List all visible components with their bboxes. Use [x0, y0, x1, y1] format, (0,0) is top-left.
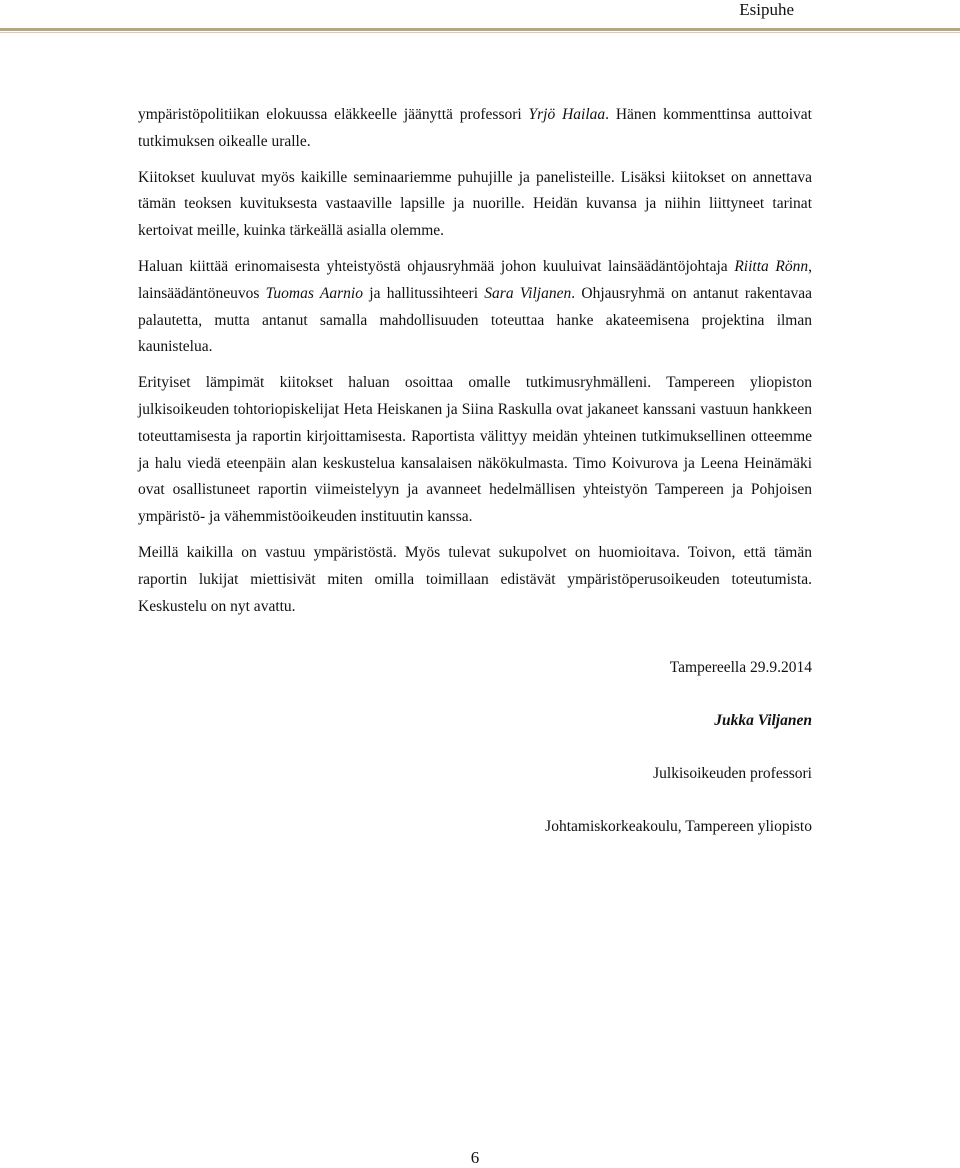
paragraph-3-text-c: ja hallitussihteeri: [362, 284, 485, 302]
signatory-name: Jukka Viljanen: [714, 712, 812, 729]
paragraph-1: [138, 102, 812, 156]
person-name-sara-viljanen: Sara Viljanen: [484, 284, 572, 302]
paragraph-3-text-d: . Ohjausryhmä on antanut rakentavaa palautetta, mutta antanut samalla mahdollisuuden toteuttaa hanke akateemisena projektina ilman kaunistelua.: [138, 284, 812, 356]
paragraph-3-text-a: Haluan kiittää erinomaisesta yhteistyöstä ohjausryhmää johon kuuluivat lainsäädäntöjohtaja: [138, 257, 735, 275]
paragraph-1-text-rest: . Hänen kommenttinsa auttoivat tutkimuksen oikealle uralle.: [138, 106, 812, 150]
running-header: [0, 0, 960, 32]
signatory-title: Julkisoikeuden professori: [653, 765, 812, 782]
place-date: Tampereella 29.9.2014: [669, 659, 812, 676]
signatory-affiliation: Johtamiskorkeakoulu, Tampereen yliopisto: [545, 818, 812, 835]
paragraph-4: Erityiset lämpimät kiitokset haluan osoittaa omalle tutkimusryhmälleni. Tampereen yliopiston julkisoikeuden tohtoriopiskelijat Heta Heiskanen ja Siina Raskulla ovat jakaneet kanssani vastuun hankkeen toteuttamisesta ja raportin kirjoittamisesta. Raportista välittyy meidän yhteinen tutkimuksellinen otteemme ja halu viedä eteenpäin alan keskustelua kansalaisen näkökulmasta. Timo Koivurova ja Leena Heinämäki ovat osallistuneet raportin viimeistelyyn ja avanneet hedelmällisen yhteistyön Tampereen ja Pohjoisen ympäristö- ja vähemmistöoikeuden instituutin kanssa.: [138, 374, 812, 526]
header-title: Esipuhe: [739, 0, 794, 19]
paragraph-2: Kiitokset kuuluvat myös kaikille seminaariemme puhujille ja panelisteille. Lisäksi kiitokset on annettava tämän teoksen kuvituksesta vastaaville lapsille ja nuorille. Heidän kuvansa ja niihin liittyneet tarinat kertoivat meille, kuinka tärkeällä asialla olemme.: [138, 168, 812, 240]
person-name-yrjo-hailaa: Yrjö Hailaa: [528, 106, 606, 123]
person-name-riitta-ronn: Riitta Rönn: [734, 257, 809, 275]
header-rule: [0, 28, 960, 31]
page-number: 6: [470, 1148, 480, 1167]
signature-block: [138, 655, 812, 867]
person-name-tuomas-aarnio: Tuomas Aarnio: [265, 284, 363, 302]
paragraph-1-text: ympäristöpolitiikan elokuussa eläkkeelle jäänyttä professori: [138, 106, 529, 123]
paragraph-3-text-b: , lainsäädäntöneuvos: [138, 257, 812, 302]
paragraph-5: Meillä kaikilla on vastuu ympäristöstä. Myös tulevat sukupolvet on huomioitava. Toivon, että tämän raportin lukijat miettisivät miten omilla toimillaan edistävät ympäristöperusoikeuden toteutumista. Keskustelu on nyt avattu.: [138, 543, 812, 615]
body-text: [138, 102, 812, 629]
paragraph-3: [138, 254, 812, 361]
header-rule-thin: [0, 32, 960, 33]
